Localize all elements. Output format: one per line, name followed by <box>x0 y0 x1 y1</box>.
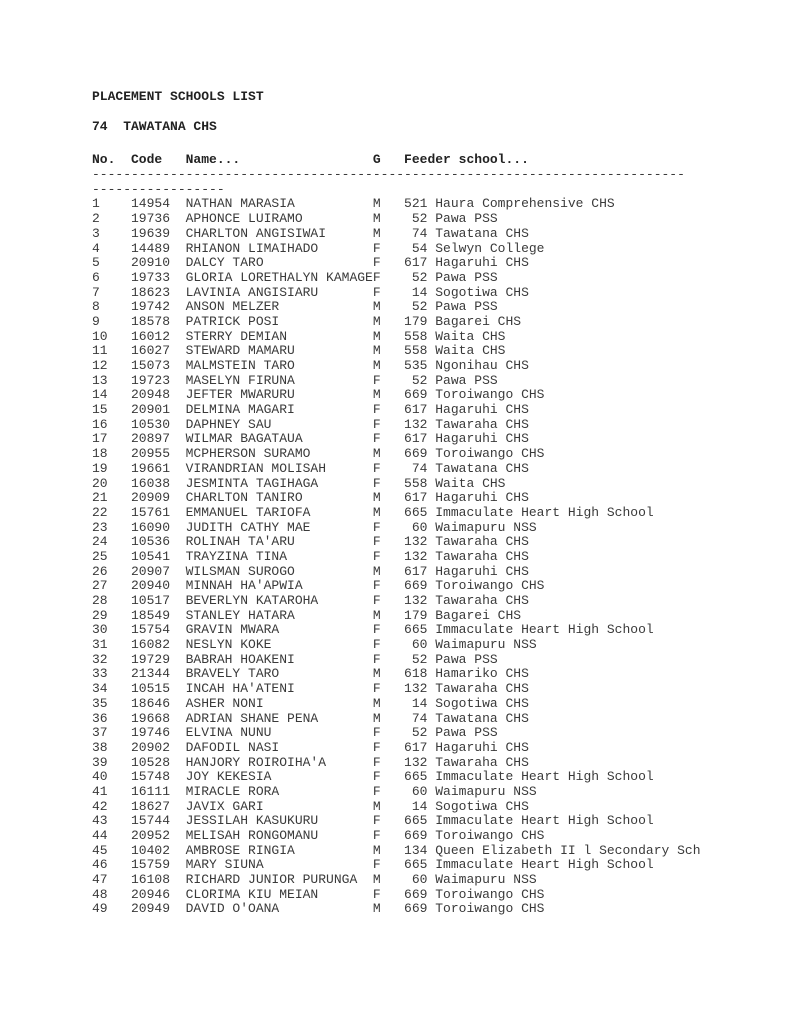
table-row: 14 20948 JEFTER MWARURU M 669 Toroiwango CHS <box>92 387 545 403</box>
table-row: 48 20946 CLORIMA KIU MEIAN F 669 Toroiwango CHS <box>92 886 545 902</box>
table-row: 41 16111 MIRACLE RORA F 60 Waimapuru NSS <box>92 783 537 799</box>
table-row: 4 14489 RHIANON LIMAIHADO F 54 Selwyn College <box>92 240 545 256</box>
table-row: 18 20955 MCPHERSON SURAMO M 669 Toroiwango CHS <box>92 446 545 462</box>
table-row: 25 10541 TRAYZINA TINA F 132 Tawaraha CHS <box>92 548 529 564</box>
student-rows <box>92 197 701 917</box>
report-title: PLACEMENT SCHOOLS LIST <box>92 89 264 104</box>
table-row: 47 16108 RICHARD JUNIOR PURUNGA M 60 Waimapuru NSS <box>92 872 537 888</box>
separator-line-2: ----------------- <box>92 181 225 197</box>
table-row: 49 20949 DAVID O'OANA M 669 Toroiwango CHS <box>92 901 545 917</box>
separator-line-1: ---------------------------------------------------------------------------- <box>92 167 685 183</box>
table-row: 40 15748 JOY KEKESIA F 665 Immaculate Heart High School <box>92 769 654 785</box>
table-row: 30 15754 GRAVIN MWARA F 665 Immaculate Heart High School <box>92 622 654 638</box>
table-row: 21 20909 CHARLTON TANIRO M 617 Hagaruhi CHS <box>92 490 529 506</box>
table-row: 34 10515 INCAH HA'ATENI F 132 Tawaraha CHS <box>92 681 529 697</box>
column-header: No. Code Name... G Feeder school... <box>92 152 529 168</box>
table-row: 13 19723 MASELYN FIRUNA F 52 Pawa PSS <box>92 372 498 388</box>
table-row: 7 18623 LAVINIA ANGISIARU F 14 Sogotiwa CHS <box>92 284 529 300</box>
table-row: 45 10402 AMBROSE RINGIA M 134 Queen Elizabeth II l Secondary Sch <box>92 842 701 858</box>
table-row: 28 10517 BEVERLYN KATAROHA F 132 Tawaraha CHS <box>92 593 529 608</box>
table-row: 19 19661 VIRANDRIAN MOLISAH F 74 Tawatana CHS <box>92 460 529 476</box>
table-row: 5 20910 DALCY TARO F 617 Hagaruhi CHS <box>92 255 529 271</box>
table-row: 32 19729 BABRAH HOAKENI F 52 Pawa PSS <box>92 651 498 667</box>
table-row: 39 10528 HANJORY ROIROIHA'A F 132 Tawaraha CHS <box>92 754 529 770</box>
table-row: 22 15761 EMMANUEL TARIOFA M 665 Immaculate Heart High School <box>92 504 654 520</box>
table-row: 12 15073 MALMSTEIN TARO M 535 Ngonihau CHS <box>92 358 529 373</box>
table-row: 35 18646 ASHER NONI M 14 Sogotiwa CHS <box>92 695 529 711</box>
table-row: 20 16038 JESMINTA TAGIHAGA F 558 Waita CHS <box>92 475 506 491</box>
table-row: 23 16090 JUDITH CATHY MAE F 60 Waimapuru NSS <box>92 519 537 535</box>
table-row: 24 10536 ROLINAH TA'ARU F 132 Tawaraha CHS <box>92 534 529 550</box>
table-row: 38 20902 DAFODIL NASI F 617 Hagaruhi CHS <box>92 739 529 755</box>
table-row: 15 20901 DELMINA MAGARI F 617 Hagaruhi CHS <box>92 402 529 418</box>
table-row: 42 18627 JAVIX GARI M 14 Sogotiwa CHS <box>92 798 529 814</box>
table-row: 3 19639 CHARLTON ANGISIWAI M 74 Tawatana CHS <box>92 225 529 241</box>
table-row: 2 19736 APHONCE LUIRAMO M 52 Pawa PSS <box>92 211 498 227</box>
table-row: 16 10530 DAPHNEY SAU F 132 Tawaraha CHS <box>92 416 529 432</box>
table-row: 9 18578 PATRICK POSI M 179 Bagarei CHS <box>92 313 522 329</box>
table-row: 10 16012 STERRY DEMIAN M 558 Waita CHS <box>92 328 506 344</box>
table-row: 44 20952 MELISAH RONGOMANU F 669 Toroiwango CHS <box>92 828 545 843</box>
table-row: 8 19742 ANSON MELZER M 52 Pawa PSS <box>92 299 498 315</box>
table-row: 29 18549 STANLEY HATARA M 179 Bagarei CHS <box>92 607 522 623</box>
table-row: 46 15759 MARY SIUNA F 665 Immaculate Heart High School <box>92 857 654 873</box>
table-row: 27 20940 MINNAH HA'APWIA F 669 Toroiwango CHS <box>92 578 545 594</box>
school-heading: 74 TAWATANA CHS <box>92 118 217 134</box>
table-row: 31 16082 NESLYN KOKE F 60 Waimapuru NSS <box>92 637 537 653</box>
table-row: 17 20897 WILMAR BAGATAUA F 617 Hagaruhi CHS <box>92 431 529 447</box>
placement-schools-report <box>92 90 701 917</box>
table-row: 1 14954 NATHAN MARASIA M 521 Haura Comprehensive CHS <box>92 196 615 212</box>
table-row: 26 20907 WILSMAN SUROGO M 617 Hagaruhi CHS <box>92 563 529 579</box>
table-row: 33 21344 BRAVELY TARO M 618 Hamariko CHS <box>92 666 529 682</box>
table-row: 11 16027 STEWARD MAMARU M 558 Waita CHS <box>92 343 506 359</box>
table-row: 43 15744 JESSILAH KASUKURU F 665 Immaculate Heart High School <box>92 813 654 829</box>
table-row: 36 19668 ADRIAN SHANE PENA M 74 Tawatana CHS <box>92 710 529 726</box>
table-row: 37 19746 ELVINA NUNU F 52 Pawa PSS <box>92 725 498 741</box>
table-row: 6 19733 GLORIA LORETHALYN KAMAGEF 52 Pawa PSS <box>92 269 498 285</box>
